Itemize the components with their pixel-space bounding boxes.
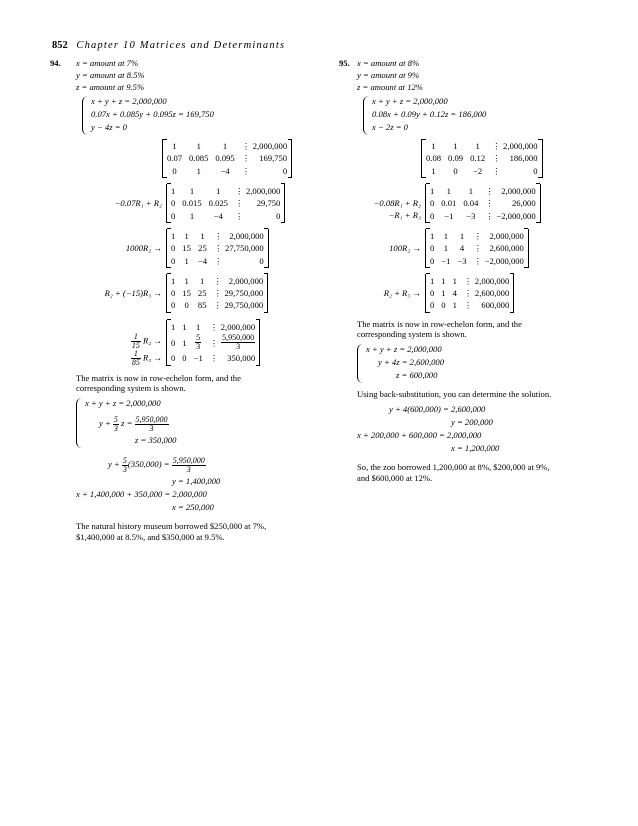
equation: 0.08x + 0.09y + 0.12z = 186,000 xyxy=(372,109,487,119)
matrix-entry: ⋮ xyxy=(209,321,219,332)
row-operation: 100R₂ → xyxy=(389,242,421,253)
matrix-entry: 600,000 xyxy=(481,300,510,311)
matrix-entry: 29,750 xyxy=(256,198,281,209)
matrix-entry: 2,000,000 xyxy=(245,185,281,196)
matrix-entry: ⋮ xyxy=(485,185,494,196)
matrix-entry: 0 xyxy=(430,255,435,266)
augmented-matrix xyxy=(166,320,260,366)
matrix-entry: −2,000,000 xyxy=(496,210,536,221)
matrix-step-4 xyxy=(339,274,601,313)
matrix-entry: 0 xyxy=(430,198,435,209)
matrix-step-2 xyxy=(339,184,601,223)
matrix-entry: 1 xyxy=(171,230,176,241)
matrix-entry: 1 xyxy=(430,230,435,241)
paragraph: The matrix is now in row-echelon form, and the corresponding system is shown. xyxy=(357,318,522,340)
equation: x + 1,400,000 + 350,000 = 2,000,000 xyxy=(76,489,207,500)
matrix-entry: 0 xyxy=(282,165,288,176)
problem-number: 94. xyxy=(50,58,61,68)
matrix-entry: −3 xyxy=(457,255,467,266)
equation: y = 200,000 xyxy=(451,416,493,427)
conclusion: So, the zoo borrowed 1,200,000 at 8%, $200,000 at 9%, and $600,000 at 12%. xyxy=(357,461,550,483)
matrix-entry: 0 xyxy=(430,210,435,221)
matrix-entry: 1 xyxy=(468,185,474,196)
matrix-entry: 1 xyxy=(443,230,449,241)
matrix-entry xyxy=(194,334,203,351)
row-operation: 1000R₂ → xyxy=(125,242,162,253)
matrix-entry: 25 xyxy=(197,288,207,299)
definition: y = amount at 9% xyxy=(357,70,420,80)
matrix-entry: 0.04 xyxy=(463,198,479,209)
matrix-entry: ⋮ xyxy=(473,255,483,266)
matrix-entry: 29,750,000 xyxy=(224,288,264,299)
matrix-entry: −1 xyxy=(193,353,203,364)
equation: x + y + z = 2,000,000 xyxy=(366,344,442,355)
matrix-entry: 1 xyxy=(443,243,449,254)
problem-94 xyxy=(50,58,320,547)
chapter-title: Chapter 10 Matrices and Determinants xyxy=(76,40,286,51)
matrix-entry: 1 xyxy=(184,255,189,266)
matrix-entry: 0.12 xyxy=(470,153,486,164)
matrix-entry: ⋮ xyxy=(241,141,251,151)
matrix-entry: 5 xyxy=(196,333,201,343)
matrix-entry: 0 xyxy=(172,165,177,176)
matrix-entry: 1 xyxy=(475,141,480,151)
equation: y + 4(600,000) = 2,600,000 xyxy=(389,403,486,414)
matrix-entry: 1 xyxy=(431,141,436,151)
matrix-entry: ⋮ xyxy=(214,230,223,241)
matrix-entry: 0 xyxy=(430,288,435,299)
matrix-entry xyxy=(221,334,255,351)
matrix-entry: 0 xyxy=(276,210,281,221)
matrix-entry: 1 xyxy=(430,275,435,286)
equation: y = 1,400,000 xyxy=(172,476,221,487)
row-operation: −0.07R₁ + R₂ xyxy=(114,197,162,208)
matrix-entry: ⋮ xyxy=(213,288,223,299)
matrix-entry: 0 xyxy=(430,243,435,254)
matrix-entry: ⋮ xyxy=(473,230,483,241)
matrix-entry: 0.01 xyxy=(441,198,457,209)
matrix-entry: 0 xyxy=(453,165,458,176)
page-number: 852 xyxy=(52,40,68,51)
matrix-entry: ⋮ xyxy=(214,243,223,254)
matrix-entry: 2,000,000 xyxy=(220,321,256,332)
matrix-entry: −3 xyxy=(466,210,476,221)
equation-system xyxy=(82,96,320,135)
matrix-entry: 1 xyxy=(184,230,189,241)
matrix-entry: 0 xyxy=(171,243,176,254)
matrix-entry: ⋮ xyxy=(463,300,473,311)
matrix-entry: 1 xyxy=(172,141,177,151)
matrix-entry: 1 xyxy=(459,230,465,241)
matrix-entry: 4 xyxy=(452,288,457,299)
matrix-entry: 1 xyxy=(196,141,201,151)
equation: z = 350,000 xyxy=(135,435,177,446)
matrix-entry: 0 xyxy=(171,300,176,311)
conclusion: The natural history museum borrowed $250,000 at 7%, $1,400,000 at 8.5%, and $350,000 at 9.5%. xyxy=(76,521,267,542)
matrix-entry: ⋮ xyxy=(463,288,473,299)
matrix-entry: 3 xyxy=(236,342,241,352)
matrix-entry: 0.085 xyxy=(189,153,209,164)
equation: y + $\frac{5}{3}$ (350,000) = $\frac{5,950,000}{3}$ xyxy=(108,455,205,474)
equation: x = 1,200,000 xyxy=(451,442,500,453)
definition: x = amount at 7% xyxy=(76,58,139,68)
matrix-entry: ⋮ xyxy=(473,243,483,254)
matrix-entry: 0 xyxy=(184,300,189,311)
equation: x + y + z = 2,000,000 xyxy=(85,398,161,409)
matrix-entry: 1 xyxy=(453,141,458,151)
matrix-entry: ⋮ xyxy=(492,141,501,151)
matrix-entry: ⋮ xyxy=(241,165,251,176)
row-operation: R₂ + R₃ → xyxy=(383,287,421,298)
augmented-matrix xyxy=(421,139,543,178)
matrix-entry: 1 xyxy=(182,337,187,348)
matrix-entry: 1 xyxy=(182,321,187,332)
equation: x + y + z = 2,000,000 xyxy=(372,96,448,106)
matrix-entry: 85 xyxy=(197,300,207,311)
matrix-entry: 0 xyxy=(430,300,435,311)
matrix-entry: 2,000,000 xyxy=(228,275,264,286)
reduced-system xyxy=(76,398,320,448)
matrix-entry: 1 xyxy=(189,210,195,221)
matrix-entry: −1 xyxy=(441,255,451,266)
matrix-entry: 1 xyxy=(196,165,201,176)
matrix-step-2 xyxy=(62,184,320,223)
matrix-entry: −1 xyxy=(444,210,454,221)
equation: x − 2z = 0 xyxy=(372,122,408,132)
matrix-entry: −4 xyxy=(220,165,230,176)
paragraph: Using back-substitution, you can determine the solution. xyxy=(357,389,552,400)
matrix-entry: 1 xyxy=(200,275,205,286)
matrix-entry: 186,000 xyxy=(509,153,538,164)
matrix-entry: 4 xyxy=(459,243,465,254)
augmented-matrix xyxy=(166,184,285,223)
matrix-entry: 350,000 xyxy=(227,353,256,364)
matrix-entry: 0 xyxy=(441,300,446,311)
matrix-entry: ⋮ xyxy=(234,198,244,209)
augmented-matrix xyxy=(162,139,292,178)
matrix-entry: ⋮ xyxy=(492,165,501,176)
matrix-entry: ⋮ xyxy=(492,153,501,164)
paragraph: The matrix is now in row-echelon form, and the corresponding system is shown. xyxy=(76,372,241,394)
matrix-entry: −2 xyxy=(473,165,483,176)
matrix-entry: 0.015 xyxy=(182,198,202,209)
matrix-entry: 1 xyxy=(452,275,457,286)
equation: 0.07x + 0.085y + 0.095z = 169,750 xyxy=(91,109,214,119)
matrix-entry: 0 xyxy=(171,198,176,209)
matrix-entry: ⋮ xyxy=(463,275,473,286)
matrix-entry: 1 xyxy=(446,185,451,196)
matrix-entry xyxy=(195,334,201,351)
equation: y − 4z = 0 xyxy=(91,122,127,132)
matrix-step-3 xyxy=(62,229,320,268)
matrix-entry: 26,000 xyxy=(511,198,536,209)
row-operation: $\frac{1}{15}$ R₂ → $\frac{1}{85}$ R₃ → xyxy=(131,331,162,367)
matrix-entry: ⋮ xyxy=(213,300,223,311)
problem-number: 95. xyxy=(339,58,350,68)
equation-system xyxy=(363,96,601,135)
matrix-entry: 0 xyxy=(171,255,176,266)
matrix-step-1 xyxy=(339,139,601,178)
matrix-entry: 3 xyxy=(196,342,201,352)
matrix-entry: ⋮ xyxy=(234,185,244,196)
matrix-entry: 1 xyxy=(171,275,176,286)
matrix-entry: 0.095 xyxy=(215,153,235,164)
matrix-entry: 1 xyxy=(196,321,201,332)
matrix-entry: 27,750,000 xyxy=(225,243,264,254)
matrix-entry: 1 xyxy=(216,185,221,196)
definition: z = amount at 9.5% xyxy=(76,82,145,92)
equation: z = 600,000 xyxy=(396,370,438,381)
matrix-entry: 1 xyxy=(452,300,457,311)
matrix-step-3 xyxy=(339,229,601,268)
matrix-entry: 1 xyxy=(200,230,205,241)
equation: y + $\frac{5}{3}$ z = $\frac{5,950,000}{3}$ xyxy=(99,414,168,433)
matrix-entry: 2,600,000 xyxy=(474,288,510,299)
matrix-entry: ⋮ xyxy=(209,353,219,364)
matrix-entry: 0 xyxy=(171,288,176,299)
matrix-entry xyxy=(221,334,255,351)
matrix-entry: −4 xyxy=(197,255,208,266)
matrix-entry: 1 xyxy=(222,141,228,151)
matrix-entry: 0.09 xyxy=(448,153,464,164)
matrix-entry: 25 xyxy=(198,243,207,254)
matrix-entry: 1 xyxy=(430,185,435,196)
back-substitution xyxy=(76,452,320,515)
matrix-entry: 2,000,000 xyxy=(501,185,536,196)
matrix-entry: 2,000,000 xyxy=(474,275,510,286)
matrix-entry: 2,000,000 xyxy=(489,230,524,241)
row-operation: R₂ + (−15)R₃ → xyxy=(104,287,162,298)
equation: x = 250,000 xyxy=(172,502,214,513)
equation: x + 200,000 + 600,000 = 2,000,000 xyxy=(357,429,482,440)
equation: x + y + z = 2,000,000 xyxy=(91,96,167,106)
augmented-matrix xyxy=(425,184,541,223)
definition: z = amount at 12% xyxy=(357,82,423,92)
matrix-entry: 15 xyxy=(182,243,191,254)
matrix-entry: −4 xyxy=(213,210,223,221)
matrix-entry: 1 xyxy=(171,185,176,196)
matrix-entry: 15 xyxy=(182,288,191,299)
matrix-entry: 0 xyxy=(533,165,538,176)
matrix-entry: 0 xyxy=(182,353,187,364)
matrix-entry: ⋮ xyxy=(214,255,223,266)
matrix-entry: ⋮ xyxy=(485,210,494,221)
matrix-entry: 2,600,000 xyxy=(489,243,524,254)
definition: y = amount at 8.5% xyxy=(76,70,145,80)
matrix-entry: 1 xyxy=(189,185,195,196)
matrix-entry: 1 xyxy=(184,275,189,286)
matrix-entry: 1 xyxy=(441,275,446,286)
matrix-step-1 xyxy=(62,139,320,178)
reduced-system xyxy=(357,344,601,383)
matrix-entry: 0 xyxy=(171,210,176,221)
matrix-step-5 xyxy=(62,319,320,367)
matrix-entry: 0 xyxy=(171,337,176,348)
matrix-entry: 0 xyxy=(259,255,264,266)
matrix-entry: 0.07 xyxy=(167,153,183,164)
equation: y + 4z = 2,600,000 xyxy=(378,357,445,368)
matrix-entry: 1 xyxy=(431,165,436,176)
matrix-entry: 2,000,000 xyxy=(503,141,538,151)
matrix-entry: ⋮ xyxy=(241,153,251,164)
matrix-entry: 169,750 xyxy=(259,153,288,164)
matrix-step-4 xyxy=(62,274,320,313)
matrix-entry: ⋮ xyxy=(213,275,223,286)
row-operation: −0.08R₁ + R₂ −R₁ + R₃ xyxy=(373,197,421,221)
matrix-entry: 1 xyxy=(171,321,176,332)
definition: x = amount at 8% xyxy=(357,58,420,68)
matrix-entry: 0.025 xyxy=(208,198,228,209)
matrix-entry: 1 xyxy=(441,288,446,299)
page-header xyxy=(52,40,285,51)
matrix-entry: ⋮ xyxy=(209,337,219,348)
problem-95 xyxy=(339,58,601,487)
matrix-entry: −2,000,000 xyxy=(484,255,524,266)
augmented-matrix xyxy=(425,274,514,313)
matrix-entry: 0.08 xyxy=(426,153,442,164)
augmented-matrix xyxy=(166,229,269,268)
matrix-entry: 2,000,000 xyxy=(229,230,264,241)
matrix-entry: ⋮ xyxy=(485,198,494,209)
back-substitution xyxy=(357,404,601,456)
matrix-entry: 0 xyxy=(171,353,176,364)
matrix-entry: ⋮ xyxy=(234,210,244,221)
augmented-matrix xyxy=(166,274,268,313)
augmented-matrix xyxy=(425,229,529,268)
matrix-entry: 2,000,000 xyxy=(252,141,288,151)
matrix-entry: 5,950,000 xyxy=(222,333,255,343)
matrix-entry: 29,750,000 xyxy=(224,300,264,311)
